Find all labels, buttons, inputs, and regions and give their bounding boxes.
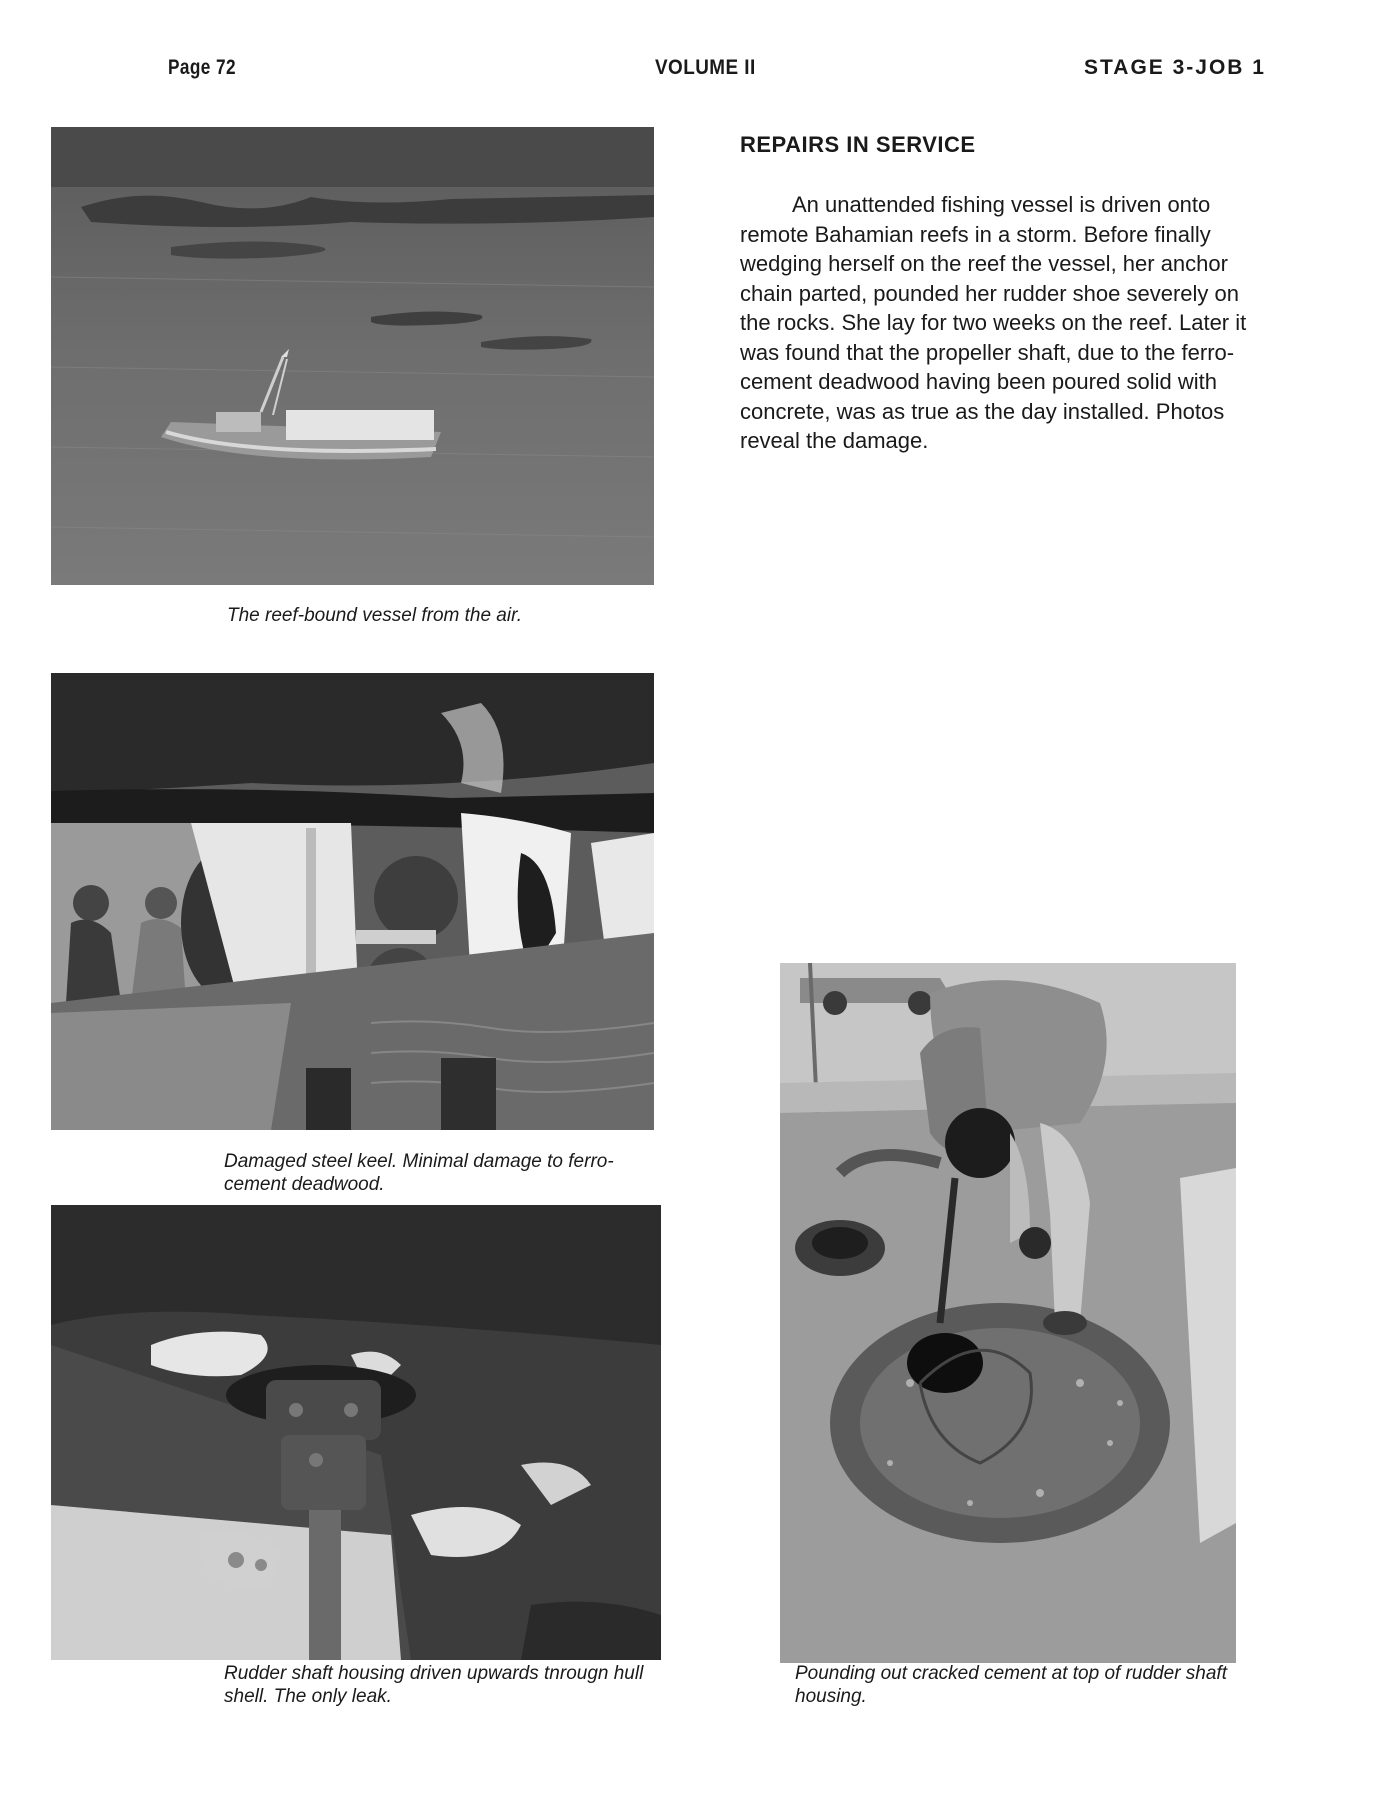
article-title: REPAIRS IN SERVICE [740, 132, 976, 157]
photo-damaged-keel [51, 673, 654, 1130]
caption-damaged-keel: Damaged steel keel. Minimal damage to ferro-cement deadwood. [224, 1151, 614, 1195]
article-body-text: An unattended fishing vessel is driven onto remote Bahamian reefs in a storm. Before finally wedging herself on the reef the vessel, her anchor chain parted, pounded her rudder shoe severely on the rocks. She lay for two weeks on the reef. Later it was found that the propeller shaft, due to the ferro-cement deadwood having been poured solid with concrete, was as true as the day installed. Photos reveal the damage. [740, 192, 1247, 453]
photo-pounding-cement [780, 963, 1236, 1663]
photo-reef-vessel [51, 127, 654, 585]
article-body [740, 190, 1260, 456]
volume-label: VOLUME II [655, 56, 756, 79]
stage-label: STAGE 3-JOB 1 [1084, 56, 1266, 79]
page-number: Page 72 [168, 56, 236, 79]
caption-pounding-cement: Pounding out cracked cement at top of rudder shaft housing. [795, 1663, 1227, 1707]
caption-reef-vessel: The reef-bound vessel from the air. [227, 605, 522, 626]
photo-rudder-shaft [51, 1205, 661, 1660]
caption-rudder-shaft: Rudder shaft housing driven upwards tnrougn hull shell. The only leak. [224, 1663, 644, 1707]
